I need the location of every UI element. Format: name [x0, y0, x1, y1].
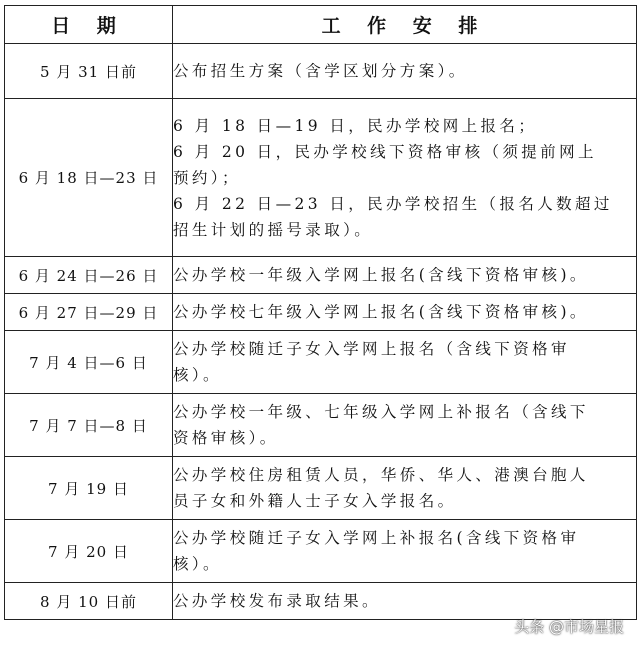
task-cell — [173, 294, 637, 331]
table-row — [5, 520, 637, 583]
task-line: 公办学校随迁子女入学网上报名（含线下资格审 — [173, 340, 570, 358]
task-line: 公办学校一年级入学网上报名(含线下资格审核)。 — [173, 266, 589, 284]
table-row — [5, 44, 637, 99]
table-row — [5, 99, 637, 257]
table-row — [5, 294, 637, 331]
task-cell — [173, 457, 637, 520]
task-line: 员子女和外籍人士子女入学报名。 — [173, 492, 457, 510]
date-cell: 6 月 24 日—26 日 — [5, 257, 173, 294]
task-line: 核）。 — [173, 366, 222, 384]
task-line: 预约）； — [173, 168, 241, 187]
date-cell: 8 月 10 日前 — [5, 583, 173, 620]
date-cell: 7 月 19 日 — [5, 457, 173, 520]
task-cell — [173, 520, 637, 583]
task-line: 公布招生方案（含学区划分方案）。 — [173, 62, 468, 80]
task-cell — [173, 44, 637, 99]
task-line: 公办学校随迁子女入学网上补报名(含线下资格审 — [173, 529, 580, 547]
task-cell — [173, 99, 637, 257]
task-cell — [173, 331, 637, 394]
date-cell: 7 月 20 日 — [5, 520, 173, 583]
table-row — [5, 457, 637, 520]
table-row — [5, 331, 637, 394]
date-cell: 7 月 4 日—6 日 — [5, 331, 173, 394]
task-cell — [173, 257, 637, 294]
task-cell — [173, 394, 637, 457]
task-line: 资格审核）。 — [173, 429, 279, 447]
table-header-row — [5, 6, 637, 44]
source-watermark: 头条 @市场星报 — [514, 618, 624, 636]
task-line: 公办学校七年级入学网上报名(含线下资格审核)。 — [173, 303, 589, 321]
task-line: 公办学校住房租赁人员，华侨、华人、港澳台胞人 — [173, 466, 589, 484]
date-column-header: 日 期 — [5, 6, 173, 44]
enrollment-schedule-table — [4, 5, 637, 620]
date-cell: 7 月 7 日—8 日 — [5, 394, 173, 457]
task-line: 核）。 — [173, 555, 222, 573]
table-row — [5, 394, 637, 457]
date-cell: 6 月 18 日—23 日 — [5, 99, 173, 257]
task-column-header: 工 作 安 排 — [173, 6, 637, 44]
task-line: 公办学校一年级、七年级入学网上补报名（含线下 — [173, 403, 589, 421]
task-line: 招生计划的摇号录取）。 — [173, 220, 374, 239]
task-cell — [173, 583, 637, 620]
task-line: 6 月 20 日，民办学校线下资格审核（须提前网上 — [173, 142, 597, 161]
date-cell: 6 月 27 日—29 日 — [5, 294, 173, 331]
table-row — [5, 583, 637, 620]
table-row — [5, 257, 637, 294]
task-line: 6 月 18 日—19 日，民办学校网上报名； — [173, 116, 538, 135]
date-cell: 5 月 31 日前 — [5, 44, 173, 99]
task-line: 6 月 22 日—23 日，民办学校招生（报名人数超过 — [173, 194, 613, 213]
task-line: 公办学校发布录取结果。 — [173, 592, 381, 610]
